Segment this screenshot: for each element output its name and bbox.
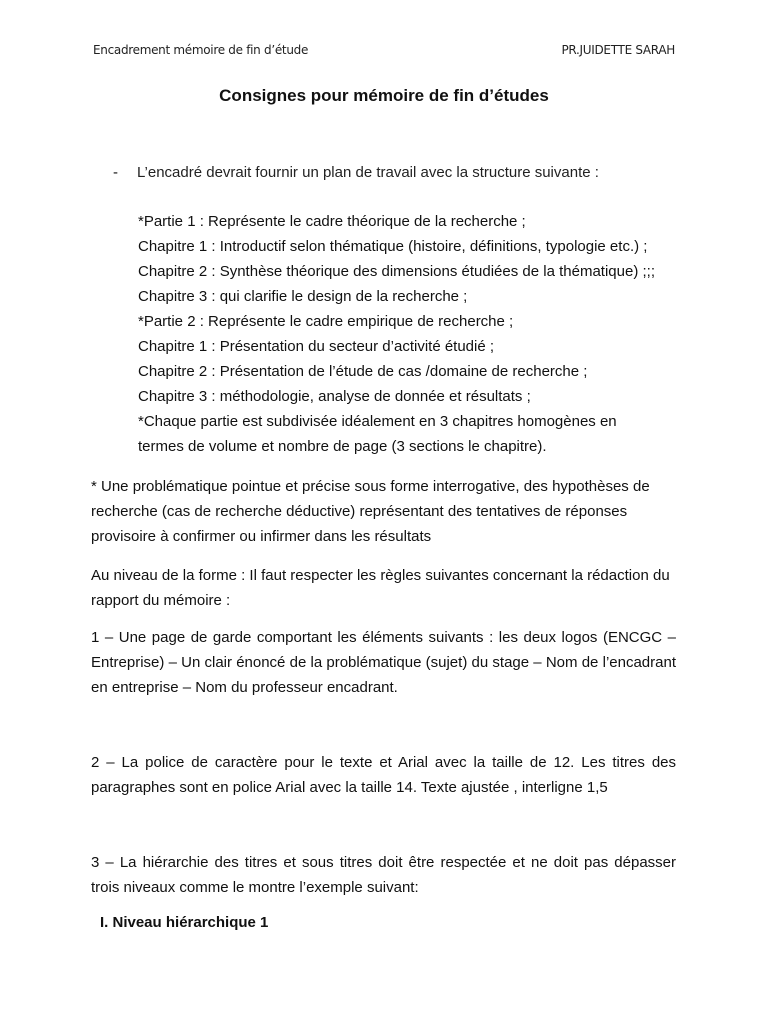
structure-line: *Chaque partie est subdivisée idéalement en 3 chapitres homogènes en xyxy=(138,413,617,430)
structure-line: Chapitre 3 : méthodologie, analyse de donnée et résultats ; xyxy=(138,388,531,405)
point-2-paragraph: 2 – La police de caractère pour le texte et Arial avec la taille de 12. Les titres des paragraphes sont en police Arial avec la taille 14. Texte ajustée , interligne 1,5 xyxy=(91,754,676,796)
page-title: Consignes pour mémoire de fin d’études xyxy=(219,86,549,105)
heading-level-1: I. Niveau hiérarchique 1 xyxy=(100,914,269,931)
structure-line: Chapitre 2 : Synthèse théorique des dimensions étudiées de la thématique) ;;; xyxy=(138,263,655,280)
structure-line: *Partie 2 : Représente le cadre empirique de recherche ; xyxy=(138,313,514,330)
structure-line: Chapitre 3 : qui clarifie le design de la recherche ; xyxy=(138,288,468,305)
structure-line: *Partie 1 : Représente le cadre théorique de la recherche ; xyxy=(138,213,526,230)
header-right: PR.JUIDETTE SARAH xyxy=(561,43,675,57)
structure-line: Chapitre 2 : Présentation de l’étude de cas /domaine de recherche ; xyxy=(138,363,588,380)
structure-line: Chapitre 1 : Introductif selon thématique (histoire, définitions, typologie etc.) ; xyxy=(138,238,648,255)
point-1-paragraph: 1 – Une page de garde comportant les éléments suivants : les deux logos (ENCGC – Entreprise) – Un clair énoncé de la problématique (sujet) du stage – Nom de l’encadrant en entreprise – Nom du professeur encadrant. xyxy=(91,629,676,696)
intro-bullet: - xyxy=(113,164,118,181)
intro-text: L’encadré devrait fournir un plan de travail avec la structure suivante : xyxy=(137,164,599,181)
forme-paragraph: Au niveau de la forme : Il faut respecter les règles suivantes concernant la rédaction du rapport du mémoire : xyxy=(91,567,670,609)
problematique-paragraph: * Une problématique pointue et précise sous forme interrogative, des hypothèses de recherche (cas de recherche déductive) représentant des tentatives de réponses provisoire à confirmer ou infirmer dans les résultats xyxy=(91,478,650,545)
structure-line: termes de volume et nombre de page (3 sections le chapitre). xyxy=(138,438,547,455)
structure-line: Chapitre 1 : Présentation du secteur d’activité étudié ; xyxy=(138,338,495,355)
point-3-paragraph: 3 – La hiérarchie des titres et sous titres doit être respectée et ne doit pas dépasser trois niveaux comme le montre l’exemple suivant: xyxy=(91,854,676,896)
header-left: Encadrement mémoire de fin d’étude xyxy=(93,43,309,57)
